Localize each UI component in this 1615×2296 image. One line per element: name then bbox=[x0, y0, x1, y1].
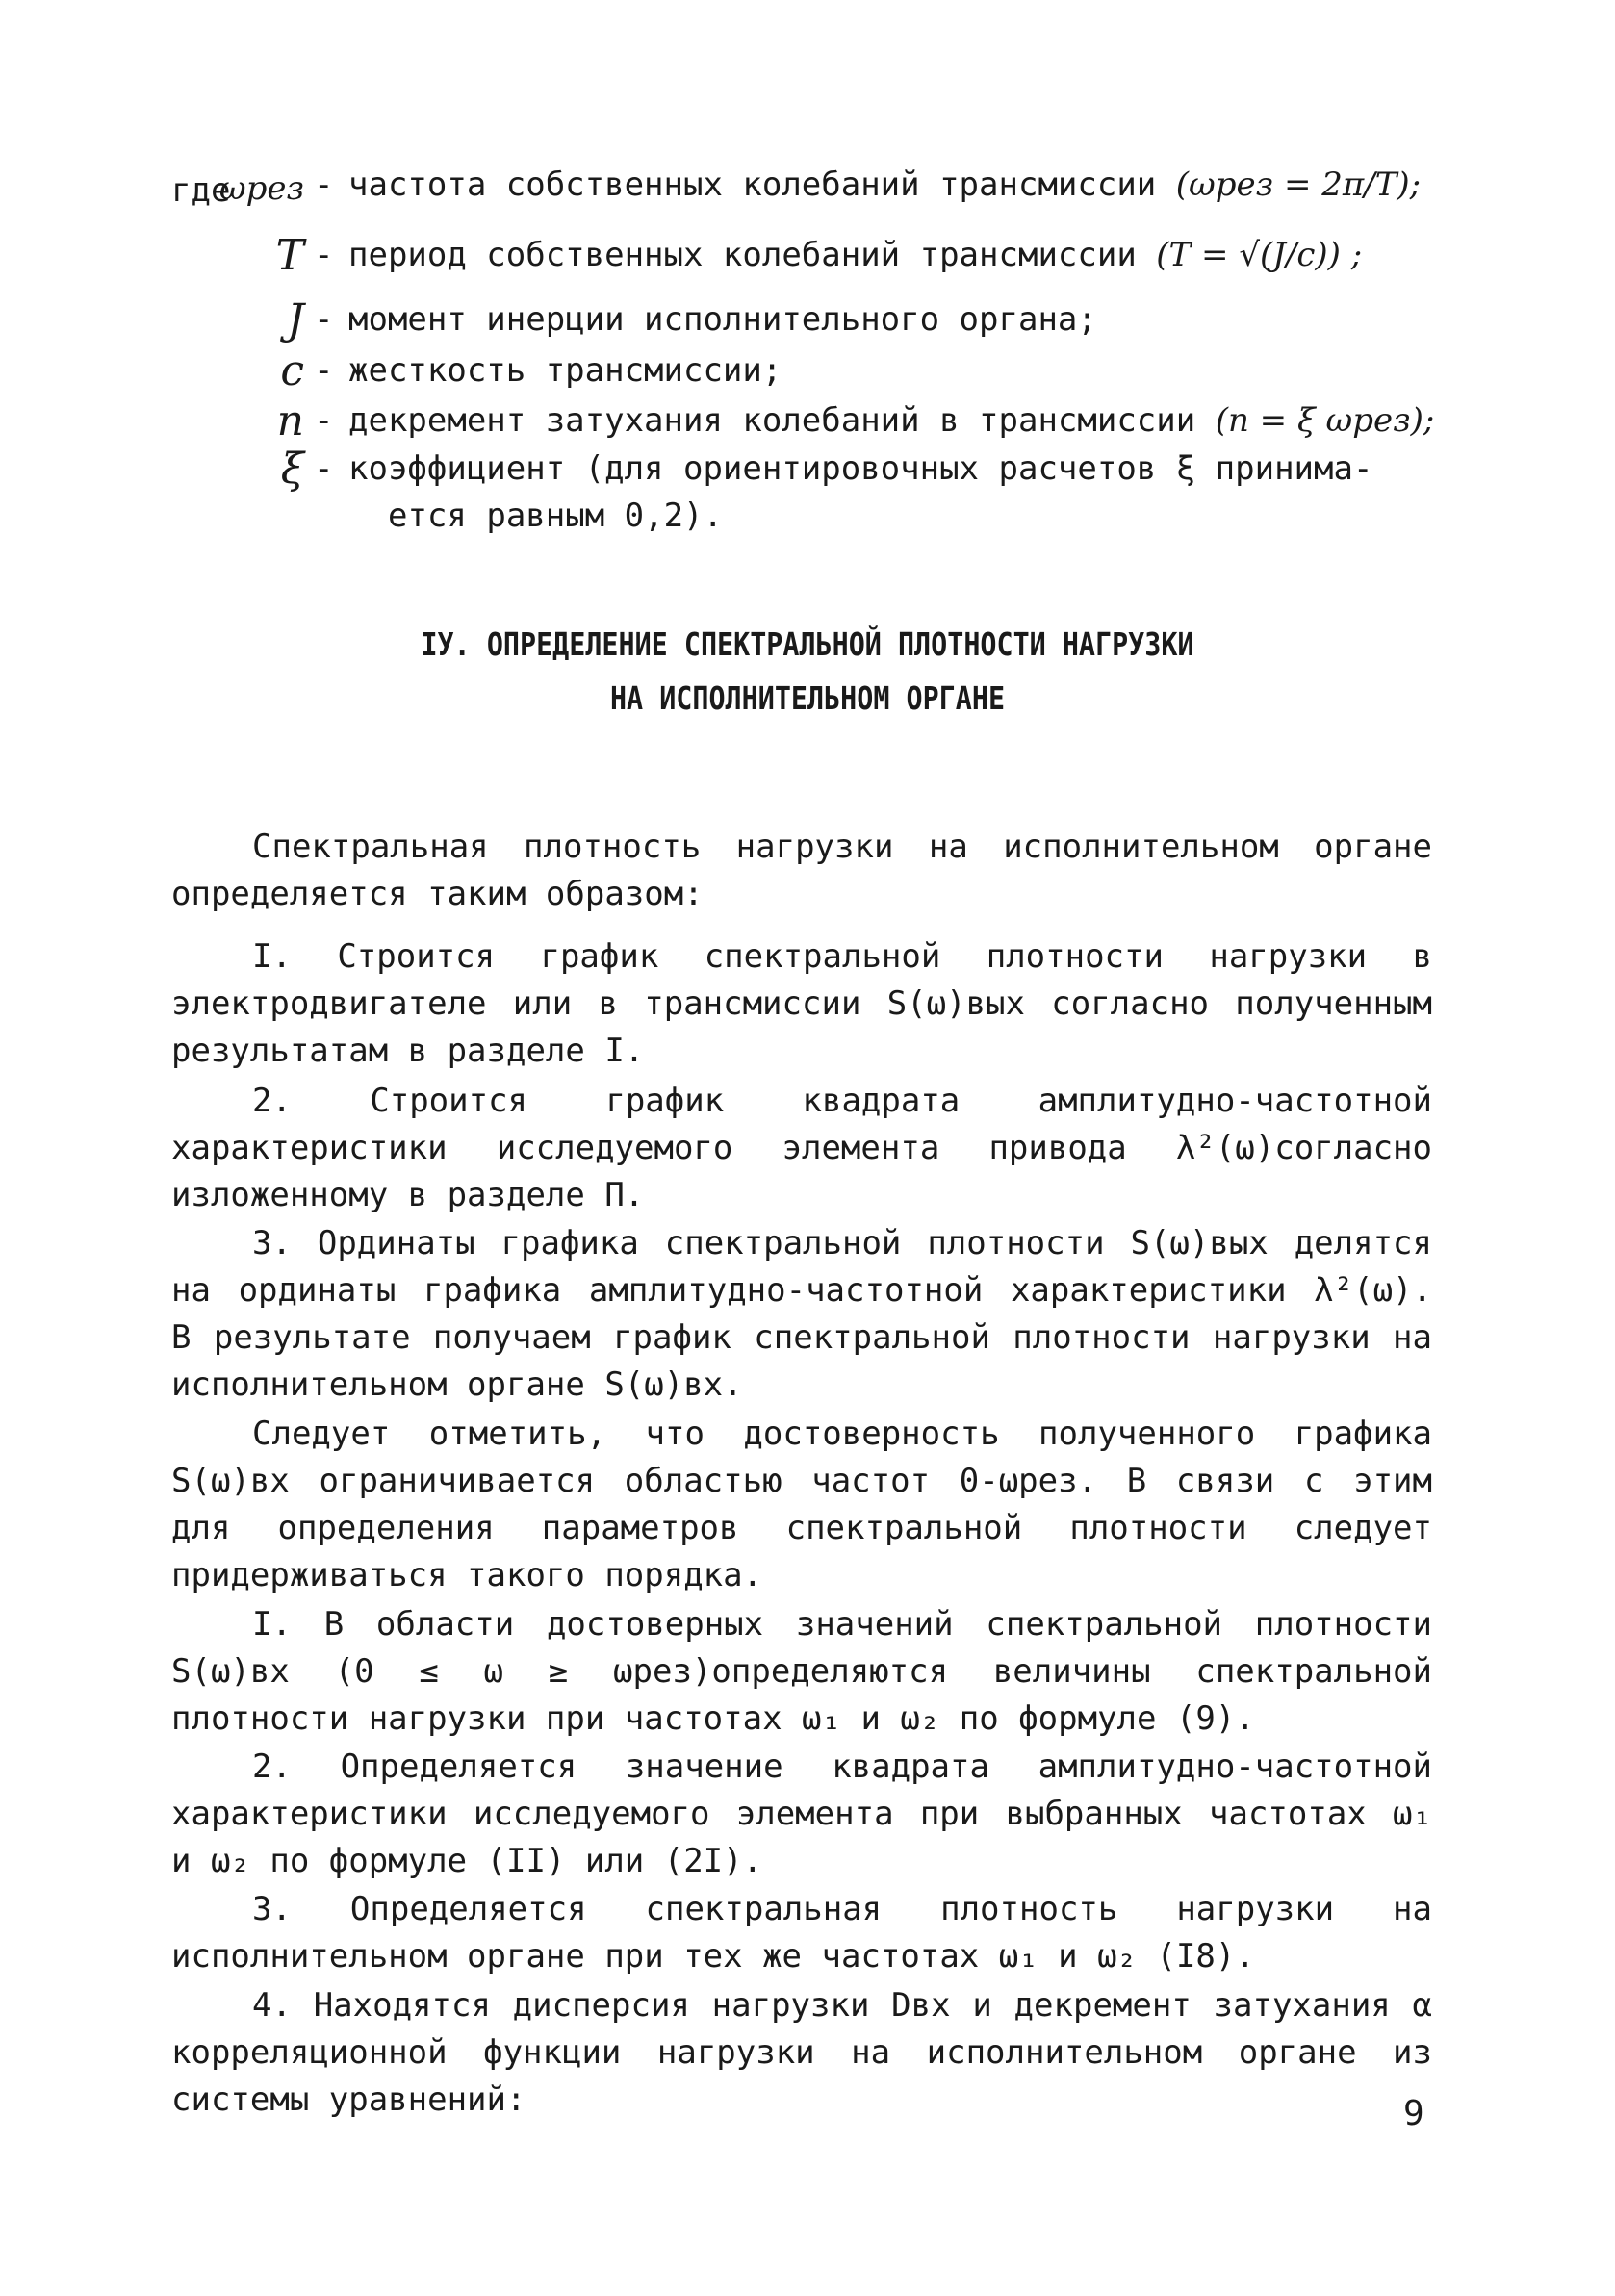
definition-symbol: J bbox=[287, 295, 304, 344]
step-paragraph: 3. Ординаты графика спектральной плотности S(ω)вых делятся на ординаты графика амплитудно-частотной характеристики λ²(ω). В результате получаем график спектральной плотности нагрузки на исполнительном органе S(ω)вх. bbox=[171, 1224, 1432, 1404]
definition-row: J - момент инерции исполнительного органа; bbox=[171, 295, 1097, 344]
definition-formula: (ωрез = 2π/T); bbox=[1175, 166, 1422, 204]
definition-row: ξ - коэффициент (для ориентировочных расчетов ξ принима- bbox=[171, 445, 1372, 494]
note-paragraph: Следует отметить, что достоверность полученного графика S(ω)вх ограничивается областью частот 0-ωрез. В связи с этим для определения параметров спектральной плотности следует придерживаться такого порядка. bbox=[171, 1415, 1432, 1594]
definition-text: период собственных колебаний трансмиссии bbox=[348, 236, 1137, 274]
definition-row: T - период собственных колебаний трансмиссии (T = √(J/c)) ; bbox=[171, 231, 1362, 280]
definition-text: декремент затухания колебаний в трансмиссии bbox=[348, 401, 1196, 440]
definition-text: коэффициент (для ориентировочных расчетов ξ принима- bbox=[348, 449, 1373, 488]
definition-continuation: ется равным 0,2). bbox=[388, 497, 723, 535]
definition-row: c - жесткость трансмиссии; bbox=[171, 346, 782, 395]
definition-symbol: ξ bbox=[280, 445, 304, 494]
intro-paragraph: Спектральная плотность нагрузки на исполнительном органе определяется таким образом: bbox=[171, 828, 1432, 913]
definition-prefix: где bbox=[171, 171, 231, 210]
definition-symbol: ωрез bbox=[218, 169, 304, 208]
definition-text: момент инерции исполнительного органа; bbox=[348, 300, 1097, 339]
definition-formula: (n = ξ ωрез); bbox=[1215, 401, 1435, 440]
definition-text: частота собственных колебаний трансмиссии bbox=[348, 166, 1157, 204]
step-paragraph: 3. Определяется спектральная плотность нагрузки на исполнительном органе при тех же частотах ω₁ и ω₂ (I8). bbox=[171, 1890, 1432, 1976]
definition-symbol: c bbox=[280, 346, 304, 395]
section-heading-line1: IУ. ОПРЕДЕЛЕНИЕ СПЕКТРАЛЬНОЙ ПЛОТНОСТИ НАГРУЗКИ bbox=[421, 625, 1194, 663]
definition-row: где ωрез - частота собственных колебаний трансмиссии (ωрез = 2π/T); bbox=[171, 166, 1422, 210]
definition-symbol: n bbox=[276, 396, 304, 446]
definition-symbol: T bbox=[275, 231, 304, 280]
definition-formula: (T = √(J/c)) ; bbox=[1156, 236, 1363, 274]
step-paragraph: 2. Строится график квадрата амплитудно-частотной характеристики исследуемого элемента привода λ²(ω)согласно изложенному в разделе П. bbox=[171, 1082, 1432, 1214]
definition-row: n - декремент затухания колебаний в трансмиссии (n = ξ ωрез); bbox=[171, 396, 1434, 446]
page-number: 9 bbox=[1403, 2094, 1424, 2133]
definition-text: жесткость трансмиссии; bbox=[348, 351, 782, 390]
section-heading-line2: НА ИСПОЛНИТЕЛЬНОМ ОРГАНЕ bbox=[609, 679, 1006, 717]
step-paragraph: 2. Определяется значение квадрата амплитудно-частотной характеристики исследуемого элемента при выбранных частотах ω₁ и ω₂ по формуле (II) или (2I). bbox=[171, 1748, 1432, 1880]
step-paragraph: 4. Находятся дисперсия нагрузки Dвх и декремент затухания α корреляционной функции нагрузки на исполнительном органе из системы уравнений: bbox=[171, 1986, 1432, 2119]
step-paragraph: I. Строится график спектральной плотности нагрузки в электродвигателе или в трансмиссии S(ω)вых согласно полученным результатам в разделе I. bbox=[171, 937, 1432, 1070]
step-paragraph: I. В области достоверных значений спектральной плотности S(ω)вх (0 ≤ ω ≥ ωрез)определяются величины спектральной плотности нагрузки при частотах ω₁ и ω₂ по формуле (9). bbox=[171, 1605, 1432, 1738]
